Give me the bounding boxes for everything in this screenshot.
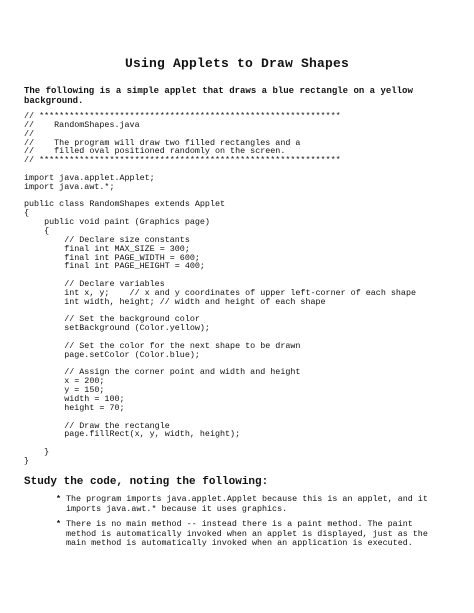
code-line: { xyxy=(24,225,50,236)
code-line: // The program will draw two filled rectangles and a xyxy=(24,137,301,148)
code-line: { xyxy=(24,208,30,219)
code-line: y = 150; xyxy=(24,385,105,396)
study-heading: Study the code, noting the following: xyxy=(24,476,269,488)
code-line: // RandomShapes.java xyxy=(24,119,140,130)
code-line: // Declare size constants xyxy=(24,234,190,245)
bullet-icon: * xyxy=(56,519,62,530)
code-line: // Declare variables xyxy=(24,279,165,290)
code-line: x = 200; xyxy=(24,376,105,387)
bullet-icon: * xyxy=(56,494,62,504)
code-line: // Set the color for the next shape to be drawn xyxy=(24,340,301,351)
note-item xyxy=(56,494,436,514)
code-line: // xyxy=(24,128,35,139)
document-title: Using Applets to Draw Shapes xyxy=(124,56,350,71)
code-line: import java.awt.*; xyxy=(24,181,115,192)
code-line: setBackground (Color.yellow); xyxy=(24,323,210,334)
note-item xyxy=(56,519,436,549)
code-line: // ************************************************************ xyxy=(24,155,341,166)
code-line: int x, y; // x and y coordinates of upper left-corner of each shape xyxy=(24,287,417,298)
note-text: The program imports java.applet.Applet because this is an applet, and it imports java.awt.* because it uses graphics. xyxy=(66,494,428,514)
code-line: final int PAGE_WIDTH = 600; xyxy=(24,252,200,263)
code-line: // ************************************************************ xyxy=(24,111,341,121)
code-line: width = 100; xyxy=(24,394,125,404)
code-line: } xyxy=(24,447,50,458)
code-line: // Draw the rectangle xyxy=(24,420,170,431)
code-line: public void paint (Graphics page) xyxy=(24,217,210,228)
note-text: There is no main method -- instead there is a paint method. The paint method is automatically invoked when an applet is displayed, just as the main method is automatically invoked when an application is executed. xyxy=(66,519,428,549)
code-line: page.fillRect(x, y, width, height); xyxy=(24,429,241,440)
code-line: // filled oval positioned randomly on the screen. xyxy=(24,146,286,157)
intro-paragraph: The following is a simple applet that draws a blue rectangle on a yellow background. xyxy=(24,86,413,106)
code-line: // Set the background color xyxy=(24,314,200,325)
code-line: } xyxy=(24,455,30,466)
code-line: height = 70; xyxy=(24,402,125,413)
code-line: final int PAGE_HEIGHT = 400; xyxy=(24,261,205,272)
code-line: // Assign the corner point and width and height xyxy=(24,367,301,378)
code-line: public class RandomShapes extends Applet xyxy=(24,199,226,210)
code-line: import java.applet.Applet; xyxy=(24,172,155,183)
code-line: int width, height; // width and height of each shape xyxy=(24,296,326,307)
code-line: page.setColor (Color.blue); xyxy=(24,349,200,360)
code-listing xyxy=(24,112,416,466)
notes-list xyxy=(56,494,436,555)
code-line: final int MAX_SIZE = 300; xyxy=(24,243,190,254)
